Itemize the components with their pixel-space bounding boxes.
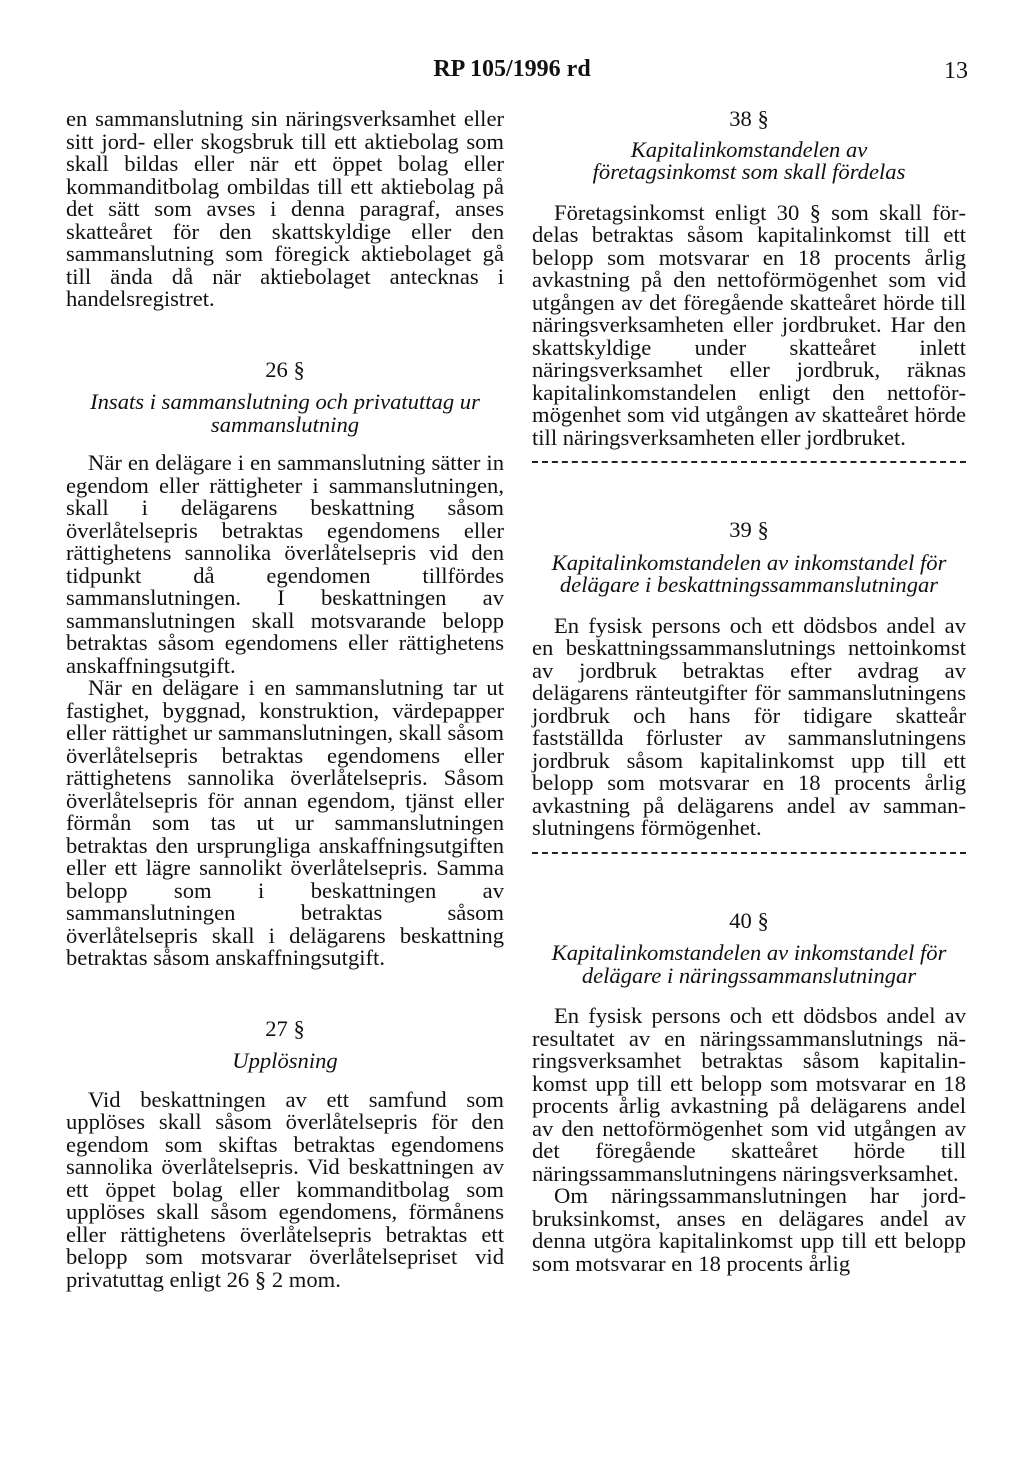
section-40-number: 40 § xyxy=(729,907,769,933)
section-38-paragraph-1: Företagsinkomst enligt 30 § som skall fördelas betraktas såsom kapitalinkomst till ett belopp som motsvarar en 18 procents årlig avkastning på den nettoförmögenhet som vid utgången av det föregående skatteåret hörde till näringsverksamheten eller jordbruket. Har den skattskyldige under skatteåret inlett näringsverksamhet eller jordbruk, räknas kapitalinkomstandelen enligt den nettoförmögenhet som vid utgången av skatteåret hörde till näringsverksamheten eller jordbruket. xyxy=(532,199,966,450)
section-27-paragraph-1: Vid beskattningen av ett samfund som upplöses skall såsom överlåtelsepris för den egendom som skiftas betraktas egendomens sannolika överlåtelsepris. Vid beskattningen av ett öppet bolag eller kommanditbolag som upplöses skall såsom egendomens, förmånens eller rättighetens överlåtelsepris betraktas ett belopp som motsvarar överlåtelsepriset vid privatuttag enligt 26 § 2 mom. xyxy=(66,1086,504,1292)
section-27-number: 27 § xyxy=(265,1015,305,1041)
section-39-paragraph-1: En fysisk persons och ett dödsbos andel av en beskattningssammanslutnings nettoinkomst av jordbruk betraktas efter avdrag av delägarens ränteutgifter för sammanslutningens jordbruk och hans för tidigare skatteår fastställda förluster av sammanslutningens jordbruk såsom kapitalinkomst upp till ett belopp som motsvarar en 18 procents årlig avkastning på delägarens andel av sammanslutningens förmögenhet. xyxy=(532,612,966,840)
section-27-title: Upplösning xyxy=(232,1048,338,1073)
right-column xyxy=(532,108,966,1275)
section-39-title: Kapitalinkomstandelen av inkomstandel för delägare i beskattningssammanslutningar xyxy=(551,549,947,597)
left-column xyxy=(66,108,504,1291)
intro-paragraph: en sammanslutning sin näringsverksamhet eller sitt jord- eller skogsbruk till ett aktiebolag som skall bildas eller när ett öppet bolag eller kommanditbolag ombildas till ett aktiebolag på det sätt som avses i denna paragraf, anses skatteåret för den skattskyldige eller den sammanslutning som föregick aktiebolaget gå till ända då när aktiebolaget antecknas i handelsregistret. xyxy=(66,106,504,311)
section-40-paragraph-1: En fysisk persons och ett dödsbos andel av resultatet av en näringssammanslutnings näringsverksamhet betraktas såsom kapitalinkomst upp till ett belopp som motsvarar en 18 procents årlig avkastning på delägarens andel av den nettoförmögenhet som vid utgången av det föregående skatteåret hörde till näringssammanslutningens näringsverksamhet. xyxy=(532,1003,966,1186)
section-38-number: 38 § xyxy=(729,106,769,131)
section-39-number: 39 § xyxy=(729,517,769,542)
section-38-title: Kapitalinkomstandelen av företagsinkomst som skall fördelas xyxy=(592,136,906,184)
section-26-number: 26 § xyxy=(265,356,305,382)
page-number: 13 xyxy=(944,58,968,84)
section-40-paragraph-2: Om näringssammanslutningen har jordbruksinkomst, anses en delägares andel av denna utgöra kapitalinkomst upp till ett belopp som motsvarar en 18 procents årlig xyxy=(532,1183,966,1276)
section-40-title: Kapitalinkomstandelen av inkomstandel för delägare i näringssammanslutningar xyxy=(551,940,947,988)
section-26-paragraph-1: När en delägare i en sammanslutning sätter in egendom eller rättigheter i sammanslutningen, skall i delägarens beskattning såsom överlåtelsepris betraktas egendomens eller rättighetens sannolika överlåtelsepris vid den tidpunkt då egendomen tillfördes sammanslutningen. I beskattningen av sammanslutningen skall motsvarande belopp betraktas såsom egendomens eller rättighetens anskaffningsutgift. xyxy=(66,450,504,678)
document-reference: RP 105/1996 rd xyxy=(433,56,591,82)
page-header xyxy=(0,52,1024,92)
section-26-paragraph-2: När en delägare i en sammanslutning tar ut fastighet, byggnad, konstruktion, värdepapper eller rättighet ur sammanslutningen, skall såsom överlåtelsepris betraktas egendomens eller rättighetens sannolika överlåtelsepris. Såsom överlåtelsepris för annan egendom, tjänst eller förmån som tas ut ur sammanslutningen betraktas den ursprungliga anskaffningsutgiften eller ett lägre sannolikt överlåtelsepris. Samma belopp som i beskattningen av sammanslutningen betraktas såsom överlåtelsepris skall i delägarens beskattning betraktas såsom anskaffningsutgift. xyxy=(66,675,504,970)
section-26-title: Insats i sammanslutning och privatuttag ur sammanslutning xyxy=(90,389,480,437)
